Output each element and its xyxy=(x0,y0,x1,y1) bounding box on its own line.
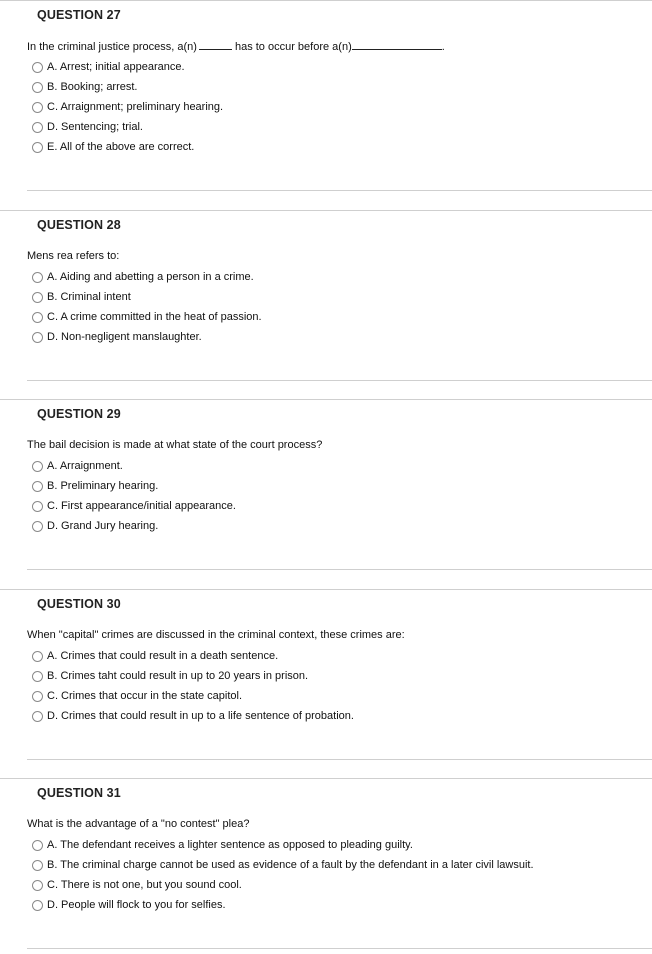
question-divider xyxy=(27,759,652,760)
option-label: D. Sentencing; trial. xyxy=(47,121,143,133)
question-title: QUESTION 31 xyxy=(37,786,121,800)
radio-button[interactable] xyxy=(32,272,43,283)
option-label: C. Arraignment; preliminary hearing. xyxy=(47,101,224,113)
radio-button[interactable] xyxy=(32,840,43,851)
question-title: QUESTION 27 xyxy=(37,8,121,22)
radio-button[interactable] xyxy=(32,142,43,153)
question-prompt: What is the advantage of a "no contest" plea? xyxy=(27,818,250,830)
radio-button[interactable] xyxy=(32,860,43,871)
radio-button[interactable] xyxy=(32,122,43,133)
question-separator xyxy=(0,210,652,211)
option-label: B. Booking; arrest. xyxy=(47,81,138,93)
option-label: D. People will flock to you for selfies. xyxy=(47,899,226,911)
radio-button[interactable] xyxy=(32,671,43,682)
option-label: A. The defendant receives a lighter sentence as opposed to pleading guilty. xyxy=(47,839,413,851)
option-label: B. Crimes taht could result in up to 20 years in prison. xyxy=(47,670,309,682)
radio-button[interactable] xyxy=(32,711,43,722)
option-label: C. First appearance/initial appearance. xyxy=(47,500,236,512)
option-label: A. Crimes that could result in a death sentence. xyxy=(47,650,279,662)
question-separator xyxy=(0,0,652,1)
radio-button[interactable] xyxy=(32,691,43,702)
radio-button[interactable] xyxy=(32,461,43,472)
option-label: B. Criminal intent xyxy=(47,291,131,303)
question-divider xyxy=(27,190,652,191)
option-label: D. Grand Jury hearing. xyxy=(47,520,159,532)
question-prompt: The bail decision is made at what state of the court process? xyxy=(27,439,323,451)
option-label: B. Preliminary hearing. xyxy=(47,480,159,492)
prompt-text-part2: has to occur before a(n) xyxy=(234,41,352,53)
question-prompt xyxy=(27,40,445,53)
radio-button[interactable] xyxy=(32,312,43,323)
fill-blank-2 xyxy=(352,40,442,50)
radio-button[interactable] xyxy=(32,481,43,492)
option-label: A. Aiding and abetting a person in a crime. xyxy=(47,271,254,283)
option-label: C. Crimes that occur in the state capitol. xyxy=(47,690,243,702)
question-divider xyxy=(27,569,652,570)
radio-button[interactable] xyxy=(32,292,43,303)
prompt-text-part1: In the criminal justice process, a(n) xyxy=(27,41,197,53)
option-label: D. Crimes that could result in up to a life sentence of probation. xyxy=(47,710,354,722)
fill-blank-1 xyxy=(199,40,232,50)
question-title: QUESTION 29 xyxy=(37,407,121,421)
question-prompt: Mens rea refers to: xyxy=(27,250,120,262)
option-label: C. A crime committed in the heat of passion. xyxy=(47,311,262,323)
question-divider xyxy=(27,380,652,381)
radio-button[interactable] xyxy=(32,501,43,512)
option-label: C. There is not one, but you sound cool. xyxy=(47,879,242,891)
radio-button[interactable] xyxy=(32,880,43,891)
radio-button[interactable] xyxy=(32,651,43,662)
prompt-text-part3: . xyxy=(441,41,445,53)
question-title: QUESTION 28 xyxy=(37,218,121,232)
option-label: B. The criminal charge cannot be used as evidence of a fault by the defendant in a later civil lawsuit. xyxy=(47,859,534,871)
radio-button[interactable] xyxy=(32,332,43,343)
radio-button[interactable] xyxy=(32,82,43,93)
radio-button[interactable] xyxy=(32,102,43,113)
radio-button[interactable] xyxy=(32,900,43,911)
option-label: E. All of the above are correct. xyxy=(47,141,195,153)
question-separator xyxy=(0,399,652,400)
radio-button[interactable] xyxy=(32,62,43,73)
option-label: D. Non-negligent manslaughter. xyxy=(47,331,202,343)
question-separator xyxy=(0,589,652,590)
option-label: A. Arrest; initial appearance. xyxy=(47,61,185,73)
question-separator xyxy=(0,778,652,779)
question-divider xyxy=(27,948,652,949)
question-prompt: When "capital" crimes are discussed in the criminal context, these crimes are: xyxy=(27,629,405,641)
question-title: QUESTION 30 xyxy=(37,597,121,611)
option-label: A. Arraignment. xyxy=(47,460,123,472)
radio-button[interactable] xyxy=(32,521,43,532)
